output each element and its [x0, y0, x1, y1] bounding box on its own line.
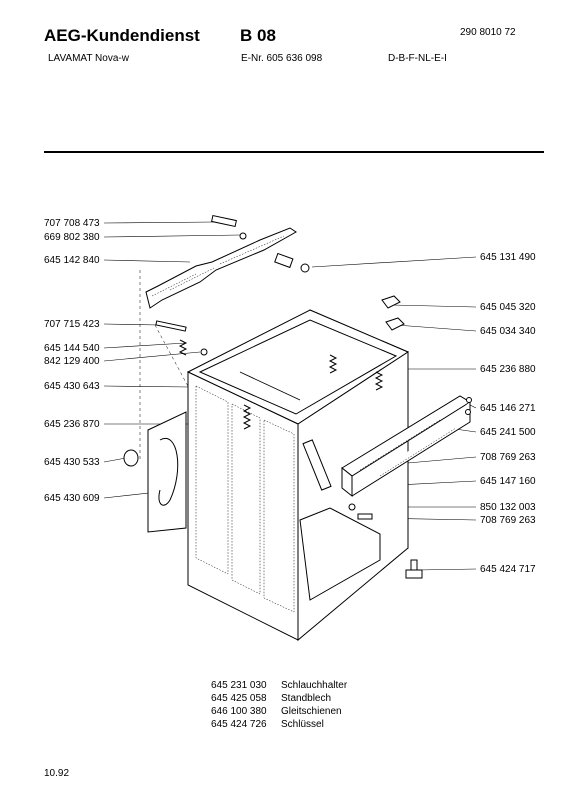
part-number-right: 645 146 271: [480, 403, 536, 414]
part-number-right: 645 045 320: [480, 302, 536, 313]
part-number: 645 231 030: [211, 680, 267, 691]
part-number-right: 645 236 880: [480, 364, 536, 375]
door-seal-ring: [124, 450, 138, 466]
part-number-right: 708 769 263: [480, 452, 536, 463]
part-number-left: 645 144 540: [44, 343, 100, 354]
part-name: Gleitschienen: [281, 706, 342, 717]
cabinet-frame: [148, 310, 408, 640]
part-number-left: 645 430 533: [44, 457, 100, 468]
list-item: [211, 718, 347, 731]
part-number-left: 707 715 423: [44, 319, 100, 330]
part-number-right: 645 424 717: [480, 564, 536, 575]
part-number-right: 850 132 003: [480, 502, 536, 513]
list-item: [211, 692, 347, 705]
part-number-left: 645 236 870: [44, 419, 100, 430]
adjustable-foot: [406, 560, 422, 578]
list-item: [211, 679, 347, 692]
part-number-left: 645 430 643: [44, 381, 100, 392]
part-number-left: 669 802 380: [44, 232, 100, 243]
clip-parts: [382, 296, 404, 330]
part-number-left: 645 430 609: [44, 493, 100, 504]
model-name: LAVAMAT Nova-w: [48, 53, 129, 64]
part-number-right: 645 131 490: [480, 252, 536, 263]
country-codes: D-B-F-NL-E-I: [388, 53, 447, 64]
list-item: [211, 705, 347, 718]
part-number-left: 645 142 840: [44, 255, 100, 266]
part-number-right: 645 034 340: [480, 326, 536, 337]
part-name: Schlauchhalter: [281, 680, 348, 691]
service-title: AEG-Kundendienst: [44, 26, 200, 45]
e-number: E-Nr. 605 636 098: [241, 53, 323, 64]
part-number-left: 842 129 400: [44, 356, 100, 367]
part-number-right: 645 241 500: [480, 427, 536, 438]
part-name: Schlüssel: [281, 719, 324, 730]
part-number-right: 708 769 263: [480, 515, 536, 526]
additional-parts-list: [211, 679, 347, 731]
document-number: 290 8010 72: [460, 27, 516, 38]
part-number: 645 424 726: [211, 719, 267, 730]
part-number-right: 645 147 160: [480, 476, 536, 487]
part-number: 645 425 058: [211, 693, 267, 704]
part-name: Standblech: [281, 693, 332, 704]
page-code: B 08: [240, 26, 276, 45]
part-number-left: 707 708 473: [44, 218, 100, 229]
part-number: 646 100 380: [211, 706, 267, 717]
footer-date: 10.92: [44, 768, 70, 779]
